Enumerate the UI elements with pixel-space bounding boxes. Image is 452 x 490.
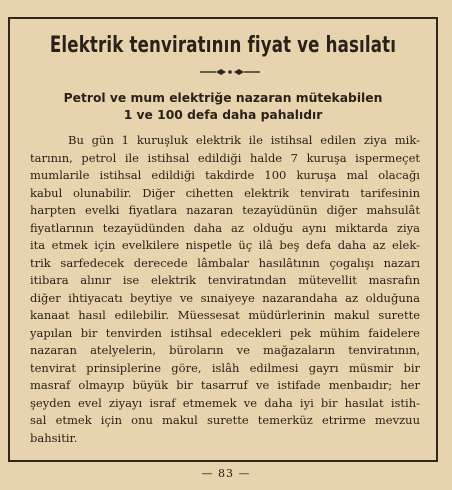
body-line: şeyden evel ziyayı israf etmemek ve daha iyi bir hasılat istih- [30,395,420,410]
body-line: diğer ihtiyacatı beytiye ve sınaiyeye nazarandaha az olduğuna [30,290,420,305]
body-line: kanaat hasıl edilebilir. Müessesat müdürlerinin makul surette [30,308,420,322]
page-number: — 83 — [201,467,251,480]
body-line: nazaran atelyelerin, büroların ve mağazaların tenviratının, [30,343,420,357]
body-line: Bu gün 1 kuruşluk elektrik ile istihsal edilen ziya mik- [68,133,420,147]
article-body [30,132,420,447]
body-line: ita etmek için evelkilere nispetle üç ilâ beş defa daha az elek- [30,238,420,252]
body-line: itibara alınır ise elektrik tenviratından mütevellit masrafın [30,273,420,287]
ornament-divider [10,66,440,78]
body-line: fiyatlarının tezayüdünden daha az olduğu aynı miktarda ziya [30,220,420,235]
body-line: kabul olunabilir. Diğer cihetten elektrik tenviratı tarifesinin [30,185,420,200]
page-frame [8,17,438,462]
body-line: mumlarile istihsal edildiği takdirde 100 kuruşa mal olacağı [30,168,420,182]
body-line: trik sarfedecek derecede lâmbalar hasılâtının çogalışı nazarı [30,255,420,270]
body-line: sal etmek için onu makul surette temerküz etrirme mevzuu [30,413,420,427]
article-subtitle [10,90,436,124]
subtitle-line-2: 1 ve 100 defa daha pahalıdır [123,108,323,122]
body-line: harpten evelki fiyatlara nazaran tezayüdünün diğer mahsulât [30,203,420,217]
body-line: bahsitir. [30,430,78,445]
subtitle-line-1: Petrol ve mum elektriğe nazaran mütekabilen [63,91,383,105]
body-line: masraf olmayıp büyük bir tasarruf ve istifade menbaıdır; her [30,378,420,392]
body-line: yapılan bir tenvirden istihsal edecekleri pek mühim faidelere [30,325,420,340]
body-line: tenvirat prinsiplerine göre, islâh edilmesi gayrı müsmir bir [30,360,420,375]
body-line: tarının, petrol ile istihsal edildiği halde 7 kuruşa ispermeçet [30,150,420,165]
article-title: Elektrik tenviratının fiyat ve hasılatı [49,33,397,58]
